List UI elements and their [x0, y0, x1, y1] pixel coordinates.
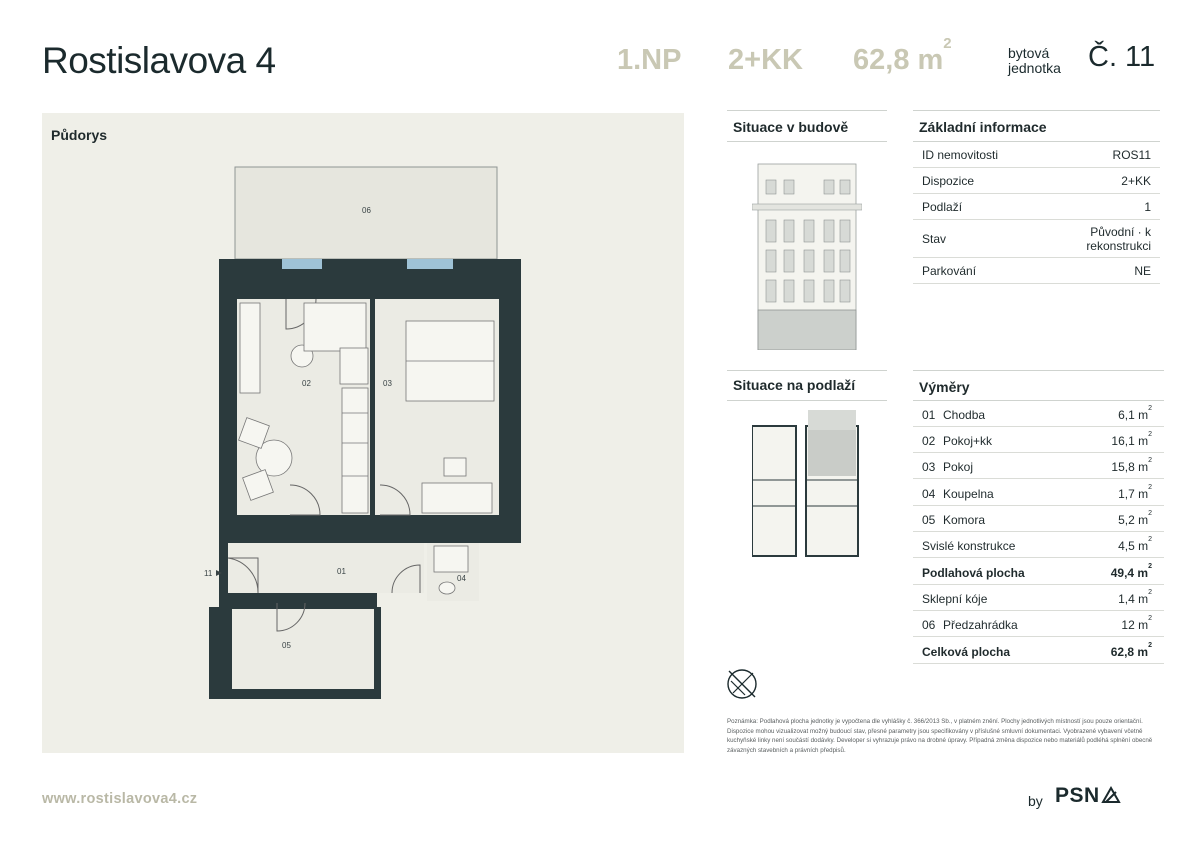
- label-03: 03: [383, 379, 392, 388]
- area-row: 04 Koupelna 1,7 $m^2$: [913, 480, 1164, 506]
- info-row-id: ID nemovitosti ROS11: [913, 142, 1160, 168]
- label-02: 02: [302, 379, 311, 388]
- basic-info-title: Základní informace: [919, 119, 1047, 135]
- area-row: Svislé konstrukce 4,5 $m^2$: [913, 532, 1164, 558]
- areas-title: Výměry: [919, 379, 970, 395]
- label-01: 01: [337, 567, 346, 576]
- area-row: 05 Komora 5,2 $m^2$: [913, 506, 1164, 532]
- psn-logo: PSN: [1055, 784, 1121, 808]
- info-row-layout: Dispozice 2+KK: [913, 168, 1160, 194]
- info-row-floor: Podlaží 1: [913, 194, 1160, 220]
- by-label: by: [1028, 793, 1043, 809]
- info-row-parking: Parkování NE: [913, 258, 1160, 284]
- label-06: 06: [362, 206, 371, 215]
- floor-situation-plan: [752, 410, 862, 560]
- plan-title: Půdorys: [51, 127, 108, 143]
- area-row: Sklepní kóje 1,4 $m^2$: [913, 585, 1164, 611]
- area-row-floor-total: Podlahová plocha 49,4 $m^2$: [913, 559, 1164, 585]
- label-11: 11: [204, 569, 213, 578]
- area-row: 03 Pokoj 15,8 $m^2$: [913, 453, 1164, 479]
- label-04: 04: [457, 574, 466, 583]
- window-02: [282, 259, 322, 269]
- area-row: 01 Chodba 6,1 $m^2$: [913, 401, 1164, 427]
- room-05-floor: [232, 609, 374, 689]
- unit-label: bytová jednotka: [1008, 45, 1061, 76]
- area-row: 06 Předzahrádka 12 $m^2$: [913, 611, 1164, 637]
- floor-plan: [42, 113, 684, 753]
- psn-logo-icon: [1101, 786, 1121, 804]
- building-facade: [752, 150, 862, 350]
- layout-label: 2+KK: [728, 44, 803, 76]
- website-link[interactable]: www.rostislavova4.cz: [42, 791, 198, 807]
- area-label: 62,8 $m^2$: [853, 35, 952, 76]
- window-03: [407, 259, 453, 269]
- north-arrow-icon: [725, 667, 759, 701]
- disclaimer-note: Poznámka: Podlahová plocha jednotky je vypočtena dle vyhlášky č. 366/2013 Sb., v platném znění. Plochy jednotlivých místností jsou pouze orientační. Dispozice mohou vizualizovat možný budoucí stav, přesné parametry jsou specifikovány v příslušné smluvní dokumentaci. Vyobrazené vybavení včetně kuchyňské linky není součástí dodávky. Developer si vyhrazuje právo na drobné úpravy. Případná změna dispozice nebo materiálů podléhá splnění obecně závazných stavebních a právních předpisů.: [727, 718, 1153, 754]
- area-row: 02 Pokoj+kk 16,1 $m^2$: [913, 427, 1164, 453]
- label-05: 05: [282, 641, 291, 650]
- floor-situation-title: Situace na podlaží: [733, 377, 856, 393]
- unit-number: Č. 11: [1088, 41, 1156, 73]
- building-title: Situace v budově: [733, 119, 849, 135]
- area-row-total: Celková plocha 62,8 $m^2$: [913, 638, 1164, 664]
- project-title: Rostislavova 4: [42, 40, 276, 81]
- floor-label: 1.NP: [617, 44, 682, 76]
- info-row-state: Stav Původní · k rekonstrukci: [913, 220, 1160, 258]
- floor-plan-panel: [42, 113, 684, 753]
